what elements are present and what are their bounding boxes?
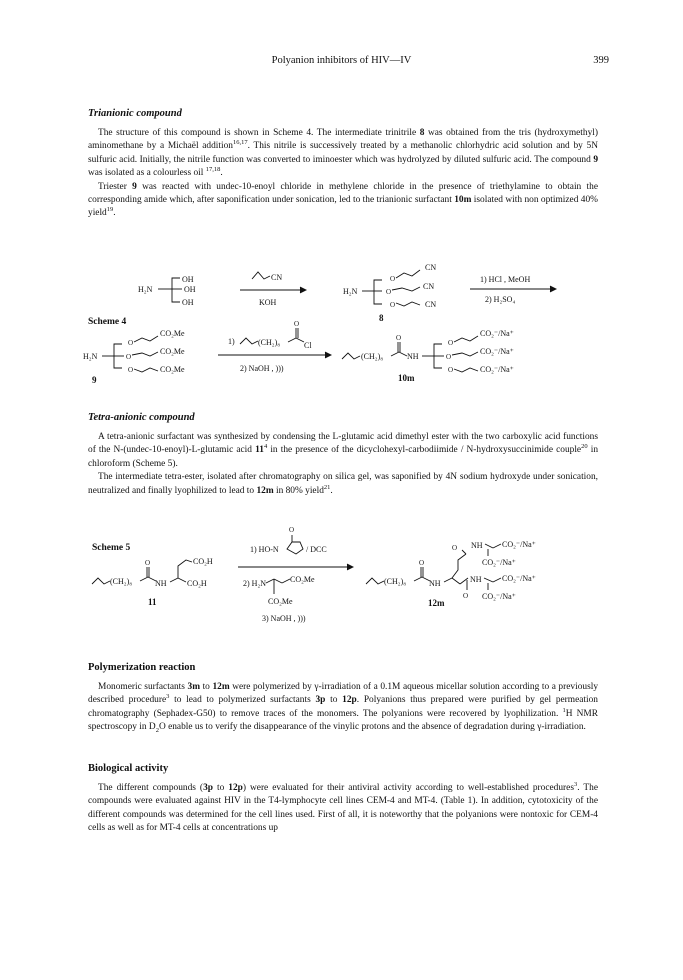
svg-text:NH: NH: [429, 579, 441, 588]
svg-text:O: O: [446, 353, 452, 361]
svg-text:O: O: [390, 275, 396, 283]
svg-text:NH: NH: [407, 352, 419, 361]
svg-text:CN: CN: [271, 273, 283, 282]
svg-text:CO₂⁻/Na⁺: CO₂⁻/Na⁺: [482, 558, 516, 567]
section-biological: [88, 763, 598, 774]
svg-text:OH: OH: [182, 275, 194, 284]
svg-text:OH: OH: [182, 298, 194, 307]
section-polymerization: [88, 662, 598, 673]
svg-text:12m: 12m: [428, 598, 445, 608]
svg-text:O: O: [448, 366, 454, 374]
svg-text:CO₂Me: CO₂Me: [160, 329, 185, 338]
reaction-arrow-1: [240, 272, 306, 307]
svg-text:OH: OH: [184, 285, 196, 294]
svg-text:CO₂Me: CO₂Me: [160, 365, 185, 374]
svg-text:O: O: [396, 334, 402, 342]
svg-text:CO₂⁻/Na⁺: CO₂⁻/Na⁺: [480, 347, 514, 356]
svg-text:3) NaOH , ))): 3) NaOH , ))): [262, 614, 306, 623]
page-number: 399: [593, 55, 609, 66]
paragraph-text: The intermediate tetra-ester, isolated after chromatography on silica gel, was saponified by 4N sodium hydroxyde under sonication, neutralized and finally lyophilized to lead to 12m in 80% yield$^{21}$.: [88, 472, 598, 496]
reaction-arrow-scheme5: [238, 526, 353, 623]
paragraph: [88, 681, 598, 735]
paragraph: [88, 782, 598, 836]
glutamic-derivative-11: [92, 557, 213, 607]
scheme-label: Scheme 4: [88, 317, 127, 327]
scheme-4-figure: [0, 258, 683, 398]
svg-text:9: 9: [92, 375, 97, 385]
section-heading: Trianionic compound: [88, 108, 182, 119]
triester-9: [83, 329, 185, 385]
svg-text:2) H₂N: 2) H₂N: [243, 579, 267, 588]
svg-text:CO₂H: CO₂H: [187, 579, 207, 588]
section-heading: Polymerization reaction: [88, 662, 196, 673]
running-title: Polyanion inhibitors of HIV—IV: [271, 55, 412, 66]
scheme-5-figure: [0, 520, 683, 650]
section-heading: Biological activity: [88, 763, 169, 774]
starting-aminotriol: [138, 275, 196, 307]
paragraph-text: Monomeric surfactants 3m to 12m were polymerized by γ-irradiation of a 0.1M aqueous micellar solution according to a previously described procedure$^3$ to lead to polymerized surfactants 3p to 12p. Polyanions thus prepared were purified by gel permeation chromatography (Sephadex-G50) to remove traces of the monomers. The polyanions were recovered by lyophilization. $^1$H NMR spectroscopy in $D_2O$ enable us to verify the disappearance of the vinylic protons and the absence of degradation during γ-irradiation.: [88, 682, 599, 735]
svg-text:CO₂H: CO₂H: [193, 557, 213, 566]
svg-text:2) NaOH , ))): 2) NaOH , ))): [240, 364, 284, 373]
paragraph-text: A tetra-anionic surfactant was synthesized by condensing the L-glutamic acid dimethyl ester with the two carboxylic acid functions of the N-(undec-10-enoyl)-L-glutamic acid $11^4$ in the presence of the dicyclohexyl-carbodiimide / N-hydroxysuccinimide couple$^{20}$ in chloroform (Scheme 5).: [88, 432, 599, 469]
svg-text:H₂N: H₂N: [138, 285, 153, 294]
svg-text:O: O: [452, 544, 458, 552]
svg-text:CN: CN: [425, 263, 437, 272]
svg-text:O: O: [289, 526, 295, 534]
svg-text:O: O: [145, 559, 151, 567]
svg-text:O: O: [390, 301, 396, 309]
svg-text:O: O: [419, 559, 425, 567]
svg-text:NH: NH: [471, 541, 483, 550]
svg-text:CO₂⁻/Na⁺: CO₂⁻/Na⁺: [480, 365, 514, 374]
svg-text:(CH₂)₈: (CH₂)₈: [361, 352, 384, 361]
svg-text:H₂N: H₂N: [83, 352, 98, 361]
section-trianionic: [88, 108, 598, 119]
trinitrile-8: [343, 263, 436, 323]
reaction-arrow-3: [218, 320, 331, 373]
svg-text:H₂N: H₂N: [343, 287, 358, 296]
svg-text:CO₂Me: CO₂Me: [268, 597, 293, 606]
scheme-label: Scheme 5: [92, 543, 131, 553]
paragraph-text: Triester 9 was reacted with undec-10-enoyl chloride in methylene chloride in the presence of triethylamine to obtain the corresponding amide which, after saponification under sonication, led to the trianionic surfactant 10m isolated with non optimized 40% yield$^{19}$.: [88, 181, 598, 219]
svg-text:KOH: KOH: [259, 298, 277, 307]
svg-text:O: O: [463, 592, 469, 600]
svg-text:2) H₂SO₄: 2) H₂SO₄: [485, 295, 516, 304]
svg-text:/ DCC: / DCC: [306, 545, 327, 554]
paragraph: [88, 127, 598, 221]
svg-text:O: O: [128, 366, 134, 374]
trianionic-surfactant-10m: [342, 329, 514, 383]
section-heading: Tetra-anionic compound: [88, 412, 195, 423]
svg-text:CN: CN: [423, 282, 435, 291]
svg-text:CO₂⁻/Na⁺: CO₂⁻/Na⁺: [502, 574, 536, 583]
svg-text:8: 8: [379, 313, 384, 323]
svg-text:(CH₂)₈: (CH₂)₈: [110, 577, 133, 586]
svg-text:O: O: [386, 288, 392, 296]
svg-text:O: O: [128, 339, 134, 347]
svg-text:O: O: [294, 320, 300, 328]
svg-text:NH: NH: [155, 579, 167, 588]
section-tetraanionic: [88, 412, 598, 423]
paragraph: [88, 431, 598, 498]
paragraph-text: The different compounds (3p to 12p) were evaluated for their antiviral activity according to well-established procedures$^3$. The compounds were evaluated against HIV in the T4-lymphocyte cell lines CEM-4 and MT-4. (Table 1). In addition, cytotoxicity of the different compounds was determined for the cell lines used. First of all, it is noteworthy that the polyanions were nontoxic for CEM-4 cells as well as for MT-4 cells at concentrations up: [88, 780, 599, 834]
svg-text:CO₂⁻/Na⁺: CO₂⁻/Na⁺: [482, 592, 516, 601]
svg-text:O: O: [448, 339, 454, 347]
svg-text:Cl: Cl: [304, 341, 312, 350]
svg-text:CO₂⁻/Na⁺: CO₂⁻/Na⁺: [502, 540, 536, 549]
svg-text:(CH₂)₈: (CH₂)₈: [258, 338, 281, 347]
svg-text:NH: NH: [470, 575, 482, 584]
svg-text:1) HCl , MeOH: 1) HCl , MeOH: [480, 275, 531, 284]
svg-text:O: O: [126, 353, 132, 361]
svg-text:CO₂⁻/Na⁺: CO₂⁻/Na⁺: [480, 329, 514, 338]
paragraph-text: The structure of this compound is shown in Scheme 4. The intermediate trinitrile 8 was obtained from the tris (hydroxymethyl) aminomethane by a Michaël addition$^{16,17}$. This nitrile is successively treated by a methanolic chlorhydric acid solution and by 5N sulfuric acid. Initially, the nitrile function was converted to iminoester which was hydrolyzed by diluted sulfuric acid. The compound 9 was isolated as a colourless oil $^{17,18}$.: [88, 128, 599, 179]
tetraanionic-surfactant-12m: [366, 540, 536, 608]
svg-text:CO₂Me: CO₂Me: [160, 347, 185, 356]
svg-text:CN: CN: [425, 300, 437, 309]
svg-text:1) HO-N: 1) HO-N: [250, 545, 279, 554]
reaction-arrow-2: [470, 275, 556, 304]
running-header: [0, 55, 683, 71]
svg-text:CO₂Me: CO₂Me: [290, 575, 315, 584]
svg-text:10m: 10m: [398, 373, 415, 383]
svg-text:(CH₂)₈: (CH₂)₈: [384, 577, 407, 586]
svg-text:1): 1): [228, 337, 235, 346]
svg-text:11: 11: [148, 597, 157, 607]
